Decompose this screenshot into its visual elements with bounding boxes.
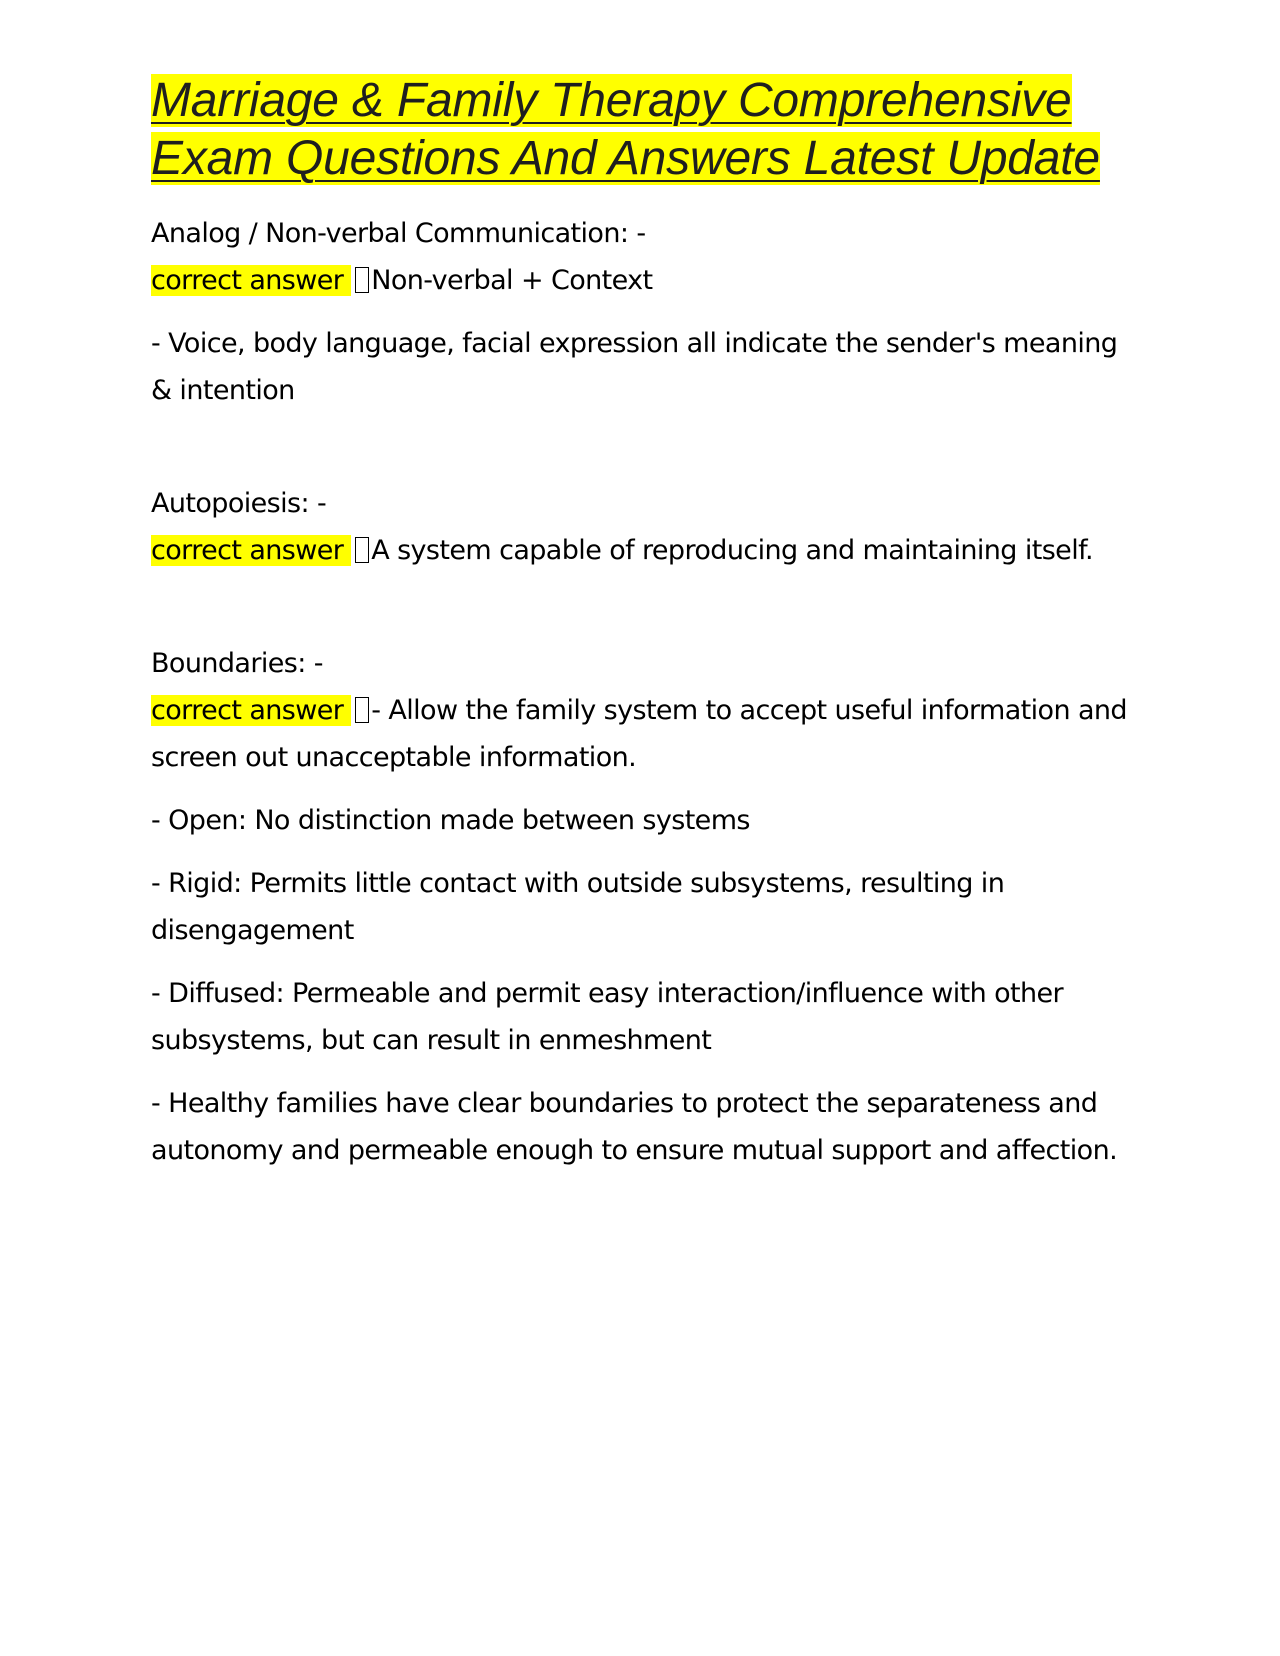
correct-answer-label: correct answer [151,535,351,566]
term-heading: Analog / Non-verbal Communication: - [151,218,646,249]
document-title [151,72,1136,188]
answer-line [151,687,1136,781]
answer-line [151,527,1136,574]
missing-glyph-icon [355,537,369,563]
answer-text: Non-verbal + Context [371,265,653,296]
qa-entry-analog [151,210,1136,414]
entry-spacer [151,574,1136,640]
answer-text: - Allow the family system to accept useful information and screen out unacceptable information. [151,695,1127,773]
document-page [151,72,1136,1174]
term-heading: Autopoiesis: - [151,488,327,519]
detail-paragraph: - Voice, body language, facial expression all indicate the sender's meaning & intention [151,328,1118,406]
detail-paragraph: - Healthy families have clear boundaries to protect the separateness and autonomy and permeable enough to ensure mutual support and affection. [151,1088,1118,1166]
correct-answer-label: correct answer [151,695,351,726]
correct-answer-label: correct answer [151,265,351,296]
missing-glyph-icon [355,267,369,293]
qa-list [151,210,1136,1174]
title-highlight: Marriage & Family Therapy Comprehensive Exam Questions And Answers Latest Update [151,74,1100,185]
answer-text: A system capable of reproducing and maintaining itself. [371,535,1094,566]
detail-paragraph: - Rigid: Permits little contact with outside subsystems, resulting in disengagement [151,868,1005,946]
entry-spacer [151,414,1136,480]
qa-entry-boundaries [151,640,1136,1174]
detail-paragraph: - Open: No distinction made between systems [151,805,750,836]
qa-entry-autopoiesis [151,480,1136,574]
answer-line [151,257,1136,304]
detail-paragraph: - Diffused: Permeable and permit easy interaction/influence with other subsystems, but can result in enmeshment [151,978,1064,1056]
term-heading: Boundaries: - [151,648,323,679]
missing-glyph-icon [355,697,369,723]
